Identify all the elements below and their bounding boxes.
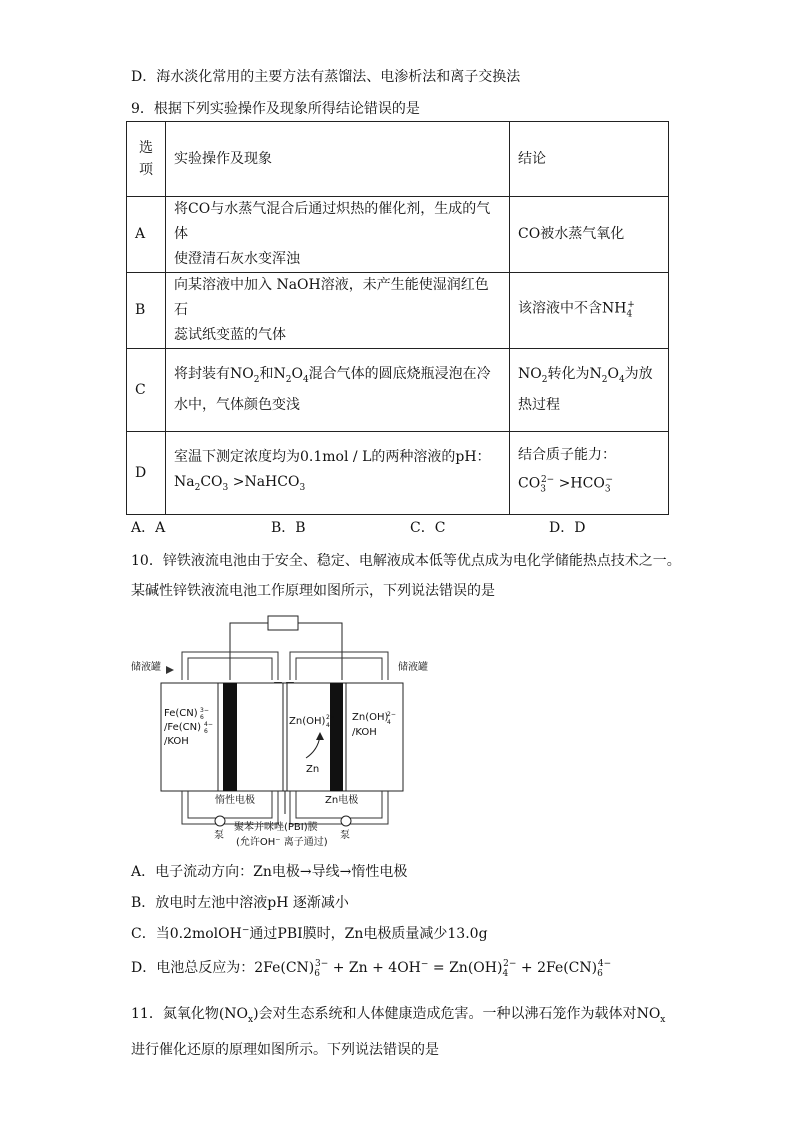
row-conclusion: CO被水蒸气氧化 bbox=[510, 197, 669, 273]
cell bbox=[218, 683, 346, 791]
q9-stem: 9．根据下列实验操作及现象所得结论错误的是 bbox=[131, 101, 420, 117]
row-operation: 将封装有$NO_2$和$N_2O_4$混合气体的圆底烧瓶浸泡在冷 水中，气体颜色变浅 bbox=[166, 349, 510, 432]
subscript: 4 bbox=[326, 722, 330, 729]
right-solution-1: Zn(OH) bbox=[352, 712, 389, 723]
pump-left-icon bbox=[215, 816, 225, 826]
choice-c: C．C bbox=[410, 520, 446, 536]
q10-stem-line2: 某碱性锌铁液流电池工作原理如图所示，下列说法错误的是 bbox=[131, 583, 495, 599]
superscript: 2− bbox=[326, 714, 335, 721]
header-option: 选项 bbox=[127, 122, 166, 197]
row-option: C bbox=[127, 349, 166, 432]
external-circuit bbox=[230, 616, 342, 680]
zn-electrode-label: Zn电极 bbox=[325, 795, 359, 806]
table-row bbox=[127, 273, 669, 349]
inert-electrode-bar bbox=[223, 683, 237, 791]
table-row bbox=[127, 432, 669, 515]
q10-option-c: C．当0.2molOH−通过PBI膜时，Zn电极质量减少13.0g bbox=[131, 925, 488, 942]
battery-diagram bbox=[130, 608, 460, 853]
inert-electrode-label: 惰性电极 bbox=[215, 795, 255, 806]
row-option: B bbox=[127, 273, 166, 349]
zn-species: Zn bbox=[306, 764, 320, 775]
pump-right-label: 泵 bbox=[340, 830, 350, 841]
subscript: 4 bbox=[387, 719, 391, 726]
mid-species: Zn(OH) bbox=[289, 716, 326, 727]
tank-right-label: 储液罐 bbox=[398, 662, 428, 673]
q9-table bbox=[126, 121, 669, 515]
choice-a: A．A bbox=[131, 520, 166, 536]
table-row bbox=[127, 122, 669, 197]
subscript: 6 bbox=[200, 714, 204, 721]
row-conclusion: 结合质子能力： $CO_3^{2-} >HCO_3^-$ bbox=[510, 432, 669, 515]
row-option: A bbox=[127, 197, 166, 273]
header-conclusion: 结论 bbox=[510, 122, 669, 197]
choice-b: B．B bbox=[271, 520, 306, 536]
superscript: 4− bbox=[204, 721, 213, 728]
header-operation: 实验操作及现象 bbox=[166, 122, 510, 197]
row-operation: 将CO与水蒸气混合后通过炽热的催化剂，生成的气体 使澄清石灰水变浑浊 bbox=[166, 197, 510, 273]
table-row bbox=[127, 197, 669, 273]
q8-option-d: D．海水淡化常用的主要方法有蒸馏法、电渗析法和离子交换法 bbox=[131, 69, 521, 85]
superscript: 2− bbox=[387, 711, 396, 718]
table-row bbox=[127, 349, 669, 432]
pump-right-icon bbox=[341, 816, 351, 826]
tank-left-label: 储液罐 bbox=[131, 662, 161, 673]
pump-left-label: 泵 bbox=[214, 830, 224, 841]
q10-stem-line1: 10．锌铁液流电池由于安全、稳定、电解液成本低等优点成为电化学储能热点技术之一。 bbox=[131, 553, 681, 569]
q10-option-a: A．电子流动方向：Zn电极→导线→惰性电极 bbox=[131, 864, 408, 880]
q11-stem-line2: 进行催化还原的原理如图所示。下列说法错误的是 bbox=[131, 1042, 439, 1058]
left-solution-3: /KOH bbox=[164, 736, 189, 747]
membrane-label-1: 聚苯并咪唑(PBI)膜 bbox=[234, 822, 318, 833]
left-solution-2: /Fe(CN) bbox=[164, 722, 201, 733]
q11-stem-line1: 11．氮氧化物$(NO_x)$会对生态系统和人体健康造成危害。一种以沸石笼作为载体对$NO_x$ bbox=[131, 1006, 666, 1025]
choice-d: D．D bbox=[549, 520, 586, 536]
zn-electrode-bar bbox=[330, 683, 343, 791]
membrane-label-2: (允许OH⁻ 离子通过) bbox=[236, 837, 328, 848]
subscript: 6 bbox=[204, 728, 208, 735]
superscript: 3− bbox=[200, 707, 209, 714]
left-solution-1: Fe(CN) bbox=[164, 708, 198, 719]
row-operation: 向某溶液中加入 NaOH溶液，未产生能使湿润红色石 蕊试纸变蓝的气体 bbox=[166, 273, 510, 349]
row-conclusion: $NO_2$转化为$N_2O_4$为放 热过程 bbox=[510, 349, 669, 432]
q10-option-b: B．放电时左池中溶液pH 逐渐减小 bbox=[131, 895, 349, 911]
row-option: D bbox=[127, 432, 166, 515]
right-solution-2: /KOH bbox=[352, 727, 377, 738]
q10-option-d: D．电池总反应为：$2Fe(CN)_6^{3-} + Zn + 4OH^- = Zn(OH)_4^{2-} + 2Fe(CN)_6^{4-}$ bbox=[131, 959, 612, 979]
row-conclusion: 该溶液中不含$NH_4^+$ bbox=[510, 273, 669, 349]
row-operation: 室温下测定浓度均为0.1mol / L的两种溶液的pH： $Na_2CO_3$ >NaHCO$_3$ bbox=[166, 432, 510, 515]
upper-pipes bbox=[182, 652, 388, 680]
